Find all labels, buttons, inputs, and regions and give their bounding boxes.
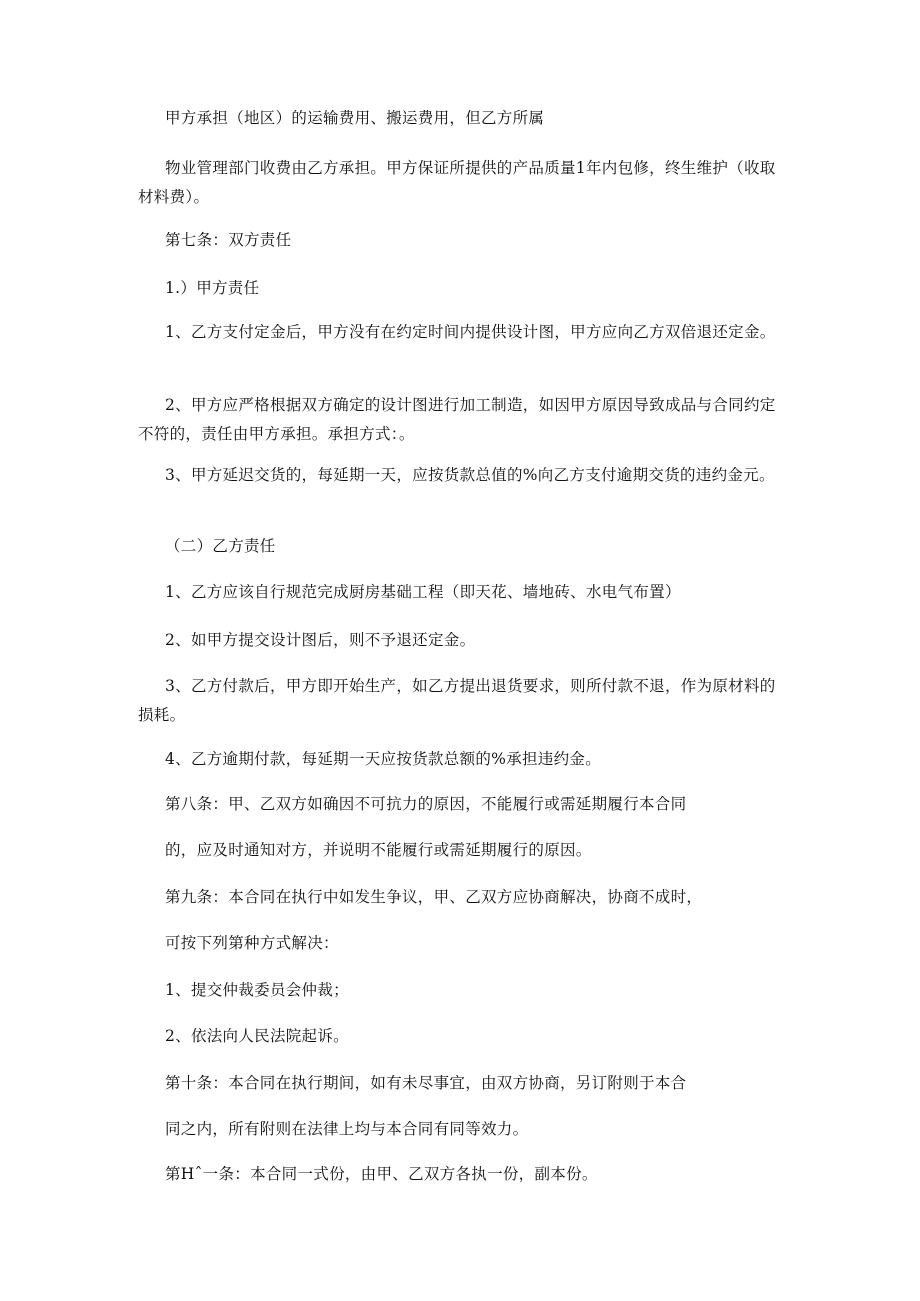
paragraph-party-b-duty-4: 4、乙方逾期付款，每延期一天应按货款总额的%承担违约金。 (165, 750, 601, 768)
paragraph-party-b-duty-1: 1、乙方应该自行规范完成厨房基础工程（即天花、墙地砖、水电气布置） (165, 583, 681, 601)
heading-party-a-duties: 1.）甲方责任 (165, 279, 260, 297)
paragraph-party-a-duty-2: 2、甲方应严格根据双方确定的设计图进行加工制造，如因甲方原因导致成品与合同约定不符的，责任由甲方承担。承担方式：。 (138, 396, 776, 443)
heading-article-7: 第七条：双方责任 (165, 231, 292, 249)
paragraph-article-11: 第Hˆ一条：本合同一式份，由甲、乙双方各执一份，副本份。 (165, 1165, 598, 1183)
paragraph-party-a-duty-3: 3、甲方延迟交货的，每延期一天，应按货款总值的%向乙方支付逾期交货的违约金元。 (165, 466, 775, 484)
paragraph-party-b-duty-3: 3、乙方付款后，甲方即开始生产，如乙方提出退货要求，则所付款不退，作为原材料的损耗。 (138, 677, 776, 724)
paragraph-article-10-line-2: 同之内，所有附则在法律上均与本合同有同等效力。 (165, 1120, 529, 1138)
heading-party-b-duties: （二）乙方责任 (165, 537, 276, 555)
paragraph-article-9-line-1: 第九条：本合同在执行中如发生争议，甲、乙双方应协商解决，协商不成时， (165, 888, 703, 906)
paragraph-property-fees-warranty: 物业管理部门收费由乙方承担。甲方保证所提供的产品质量1年内包修，终生维护（收取材料费）。 (138, 159, 776, 206)
paragraph-article-9-line-2: 可按下列第种方式解决： (165, 934, 339, 952)
paragraph-dispute-option-2: 2、依法向人民法院起诉。 (165, 1027, 349, 1045)
paragraph-dispute-option-1: 1、提交仲裁委员会仲裁； (165, 981, 349, 999)
paragraph-article-8-line-1: 第八条：甲、乙双方如确因不可抗力的原因，不能履行或需延期履行本合同 (165, 795, 687, 813)
paragraph-party-a-duty-1: 1、乙方支付定金后，甲方没有在约定时间内提供设计图，甲方应向乙方双倍退还定金。 (165, 323, 776, 341)
paragraph-article-10-line-1: 第十条：本合同在执行期间，如有未尽事宜，由双方协商，另订附则于本合 (165, 1074, 687, 1092)
paragraph-transport-costs: 甲方承担（地区）的运输费用、搬运费用，但乙方所属 (165, 109, 545, 127)
paragraph-party-b-duty-2: 2、如甲方提交设计图后，则不予退还定金。 (165, 631, 476, 649)
paragraph-article-8-line-2: 的，应及时通知对方，并说明不能履行或需延期履行的原因。 (165, 841, 592, 859)
